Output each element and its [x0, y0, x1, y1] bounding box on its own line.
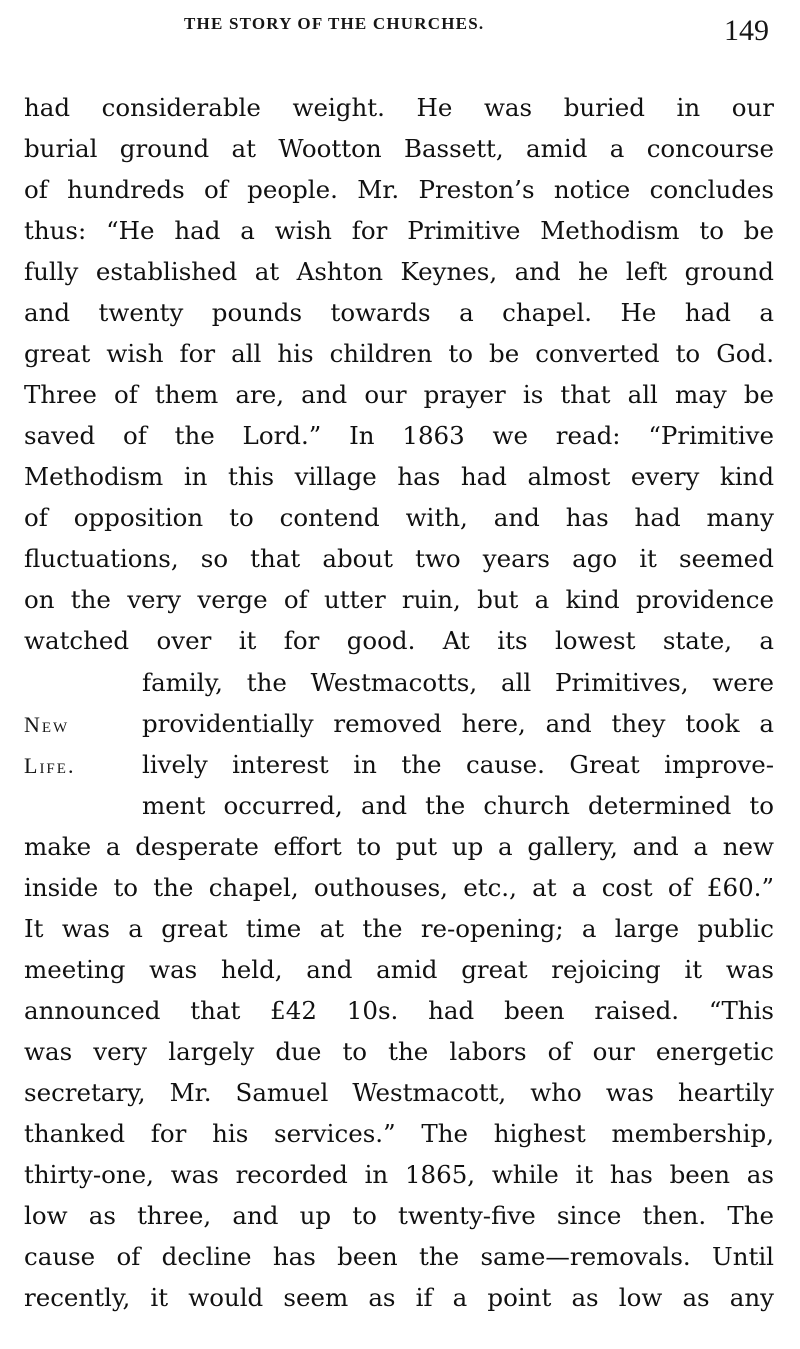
- text-line: Methodism in this village has had almost every kind: [24, 462, 774, 491]
- text-line: make a desperate effort to put up a gallery, and a new: [24, 832, 774, 861]
- text-line: on the very verge of utter ruin, but a kind providence: [24, 585, 774, 614]
- running-head: THE STORY OF THE CHURCHES.: [184, 14, 485, 33]
- text-line: low as three, and up to twenty-five since then. The: [24, 1201, 774, 1230]
- text-line: cause of decline has been the same—removals. Until: [24, 1242, 774, 1271]
- text-line: fully established at Ashton Keynes, and he left ground: [24, 257, 774, 286]
- text-line: lively interest in the cause. Great improve-: [142, 750, 774, 779]
- text-line: ment occurred, and the church determined to: [142, 791, 774, 820]
- text-line: thirty-one, was recorded in 1865, while it has been as: [24, 1160, 774, 1189]
- text-line: had considerable weight. He was buried in our: [24, 93, 774, 122]
- margin-note-line: New: [24, 712, 70, 737]
- text-line: providentially removed here, and they took a: [142, 709, 774, 738]
- text-line: secretary, Mr. Samuel Westmacott, who was heartily: [24, 1078, 774, 1107]
- text-line: family, the Westmacotts, all Primitives, were: [142, 668, 774, 697]
- text-line: of opposition to contend with, and has had many: [24, 503, 774, 532]
- margin-note-line: Life.: [24, 753, 76, 778]
- text-line: great wish for all his children to be converted to God.: [24, 339, 774, 368]
- margin-note: [24, 704, 136, 786]
- text-line: fluctuations, so that about two years ago it seemed: [24, 544, 774, 573]
- text-line: saved of the Lord.” In 1863 we read: “Primitive: [24, 421, 774, 450]
- text-line: and twenty pounds towards a chapel. He had a: [24, 298, 774, 327]
- page-number: 149: [724, 14, 769, 47]
- text-line: meeting was held, and amid great rejoicing it was: [24, 955, 774, 984]
- text-line: was very largely due to the labors of our energetic: [24, 1037, 774, 1066]
- text-line: It was a great time at the re-opening; a large public: [24, 914, 774, 943]
- text-line: thanked for his services.” The highest membership,: [24, 1119, 774, 1148]
- text-line: Three of them are, and our prayer is that all may be: [24, 380, 774, 409]
- text-line: watched over it for good. At its lowest state, a: [24, 626, 774, 655]
- text-line: burial ground at Wootton Bassett, amid a concourse: [24, 134, 774, 163]
- text-line: announced that £42 10s. had been raised. “This: [24, 996, 774, 1025]
- text-line: inside to the chapel, outhouses, etc., at a cost of £60.”: [24, 873, 774, 902]
- text-line: thus: “He had a wish for Primitive Methodism to be: [24, 216, 774, 245]
- text-line: recently, it would seem as if a point as low as any: [24, 1283, 774, 1312]
- text-line: of hundreds of people. Mr. Preston’s notice concludes: [24, 175, 774, 204]
